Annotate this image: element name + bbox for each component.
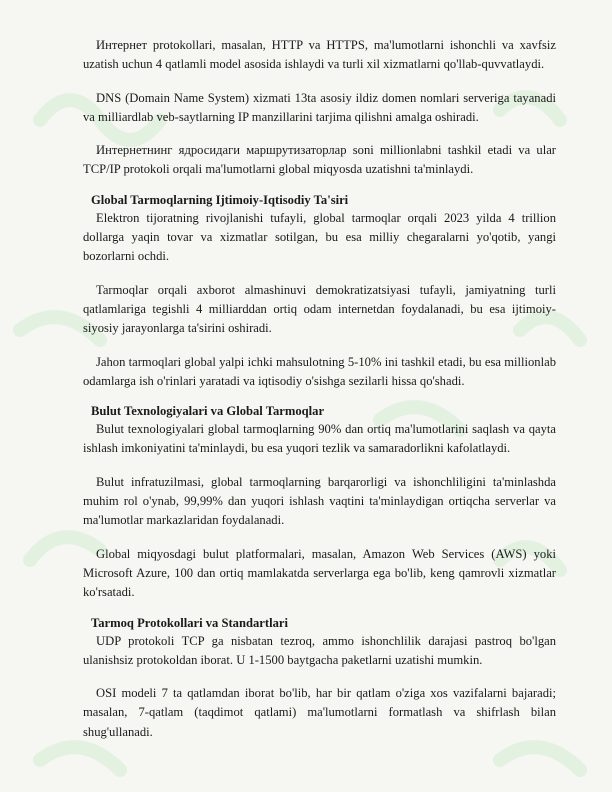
paragraph: DNS (Domain Name System) xizmati 13ta asosiy ildiz domen nomlari serveriga tayanadi va milliardlab veb-saytlarning IP manzillarini tarjima qilishni amalga oshiradi. (83, 90, 556, 124)
paragraph: UDP protokoli TCP ga nisbatan tezroq, ammo ishonchlilik darajasi pastroq bo'lgan ulanishsiz protokoldan iborat. U 1-1500 baytgacha paketlarni uzatishi mumkin. (83, 633, 556, 667)
section-heading-cloud: Bulut Texnologiyalari va Global Tarmoqlar (91, 404, 325, 419)
paragraph: Jahon tarmoqlari global yalpi ichki mahsulotning 5-10% ini tashkil etadi, bu esa millionlab odamlarga ish o'rinlari yaratadi va iqtisodiy o'sishga sezilarli hissa qo'shadi. (83, 354, 556, 388)
document-body (83, 36, 556, 742)
section-heading-protocols: Tarmoq Protokollari va Standartlari (91, 615, 288, 630)
section-heading-social-economic: Global Tarmoqlarning Ijtimoiy-Iqtisodiy Ta'siri (91, 192, 349, 207)
paragraph: Интернетнинг ядросидаги маршрутизаторлар soni millionlabni tashkil etadi va ular TCP/IP protokoli orqali ma'lumotlarni global miqyosda uzatishni ta'minlaydi. (83, 143, 556, 177)
paragraph: OSI modeli 7 ta qatlamdan iborat bo'lib, har bir qatlam o'ziga xos vazifalarni bajaradi; masalan, 7-qatlam (taqdimot qatlami) ma'lumotlarni formatlash va shifrlash bilan shug'ullanadi. (83, 686, 556, 739)
paragraph: Интернет protokollari, masalan, HTTP va HTTPS, ma'lumotlarni ishonchli va xavfsiz uzatish uchun 4 qatlamli model asosida ishlaydi va turli xil xizmatlarni qo'llab-quvvatlaydi. (83, 38, 556, 72)
paragraph: Tarmoqlar orqali axborot almashinuvi demokratizatsiyasi tufayli, jamiyatning turli qatlamlariga tegishli 4 milliarddan ortiq odam internetdan foydalanadi, bu esa ijtimoiy-siyosiy jarayonlarga ta'sirini oshiradi. (83, 282, 556, 336)
paragraph: Bulut infratuzilmasi, global tarmoqlarning barqarorligi va ishonchliligini ta'minlashda muhim rol o'ynab, 99,99% dan yuqori ishlash vaqtini ta'minlaydigan ortiqcha serverlar va ma'lumotlar markazlaridan foydalanadi. (83, 474, 556, 528)
paragraph: Bulut texnologiyalari global tarmoqlarning 90% dan ortiq ma'lumotlarini saqlash va qayta ishlash imkoniyatini ta'minlaydi, bu esa yuqori tezlik va samaradorlikni kafolatlaydi. (83, 422, 556, 456)
paragraph: Elektron tijoratning rivojlanishi tufayli, global tarmoqlar orqali 2023 yilda 4 trillion dollarga yaqin tovar va xizmatlar sotilgan, bu esa milliy chegaralarni yo'qotib, yangi bozorlarni ochdi. (83, 210, 556, 264)
paragraph: Global miqyosdagi bulut platformalari, masalan, Amazon Web Services (AWS) yoki Microsoft Azure, 100 dan ortiq mamlakatda serverlarga ega bo'lib, keng qamrovli xizmatlar ko'rsatadi. (83, 546, 556, 600)
